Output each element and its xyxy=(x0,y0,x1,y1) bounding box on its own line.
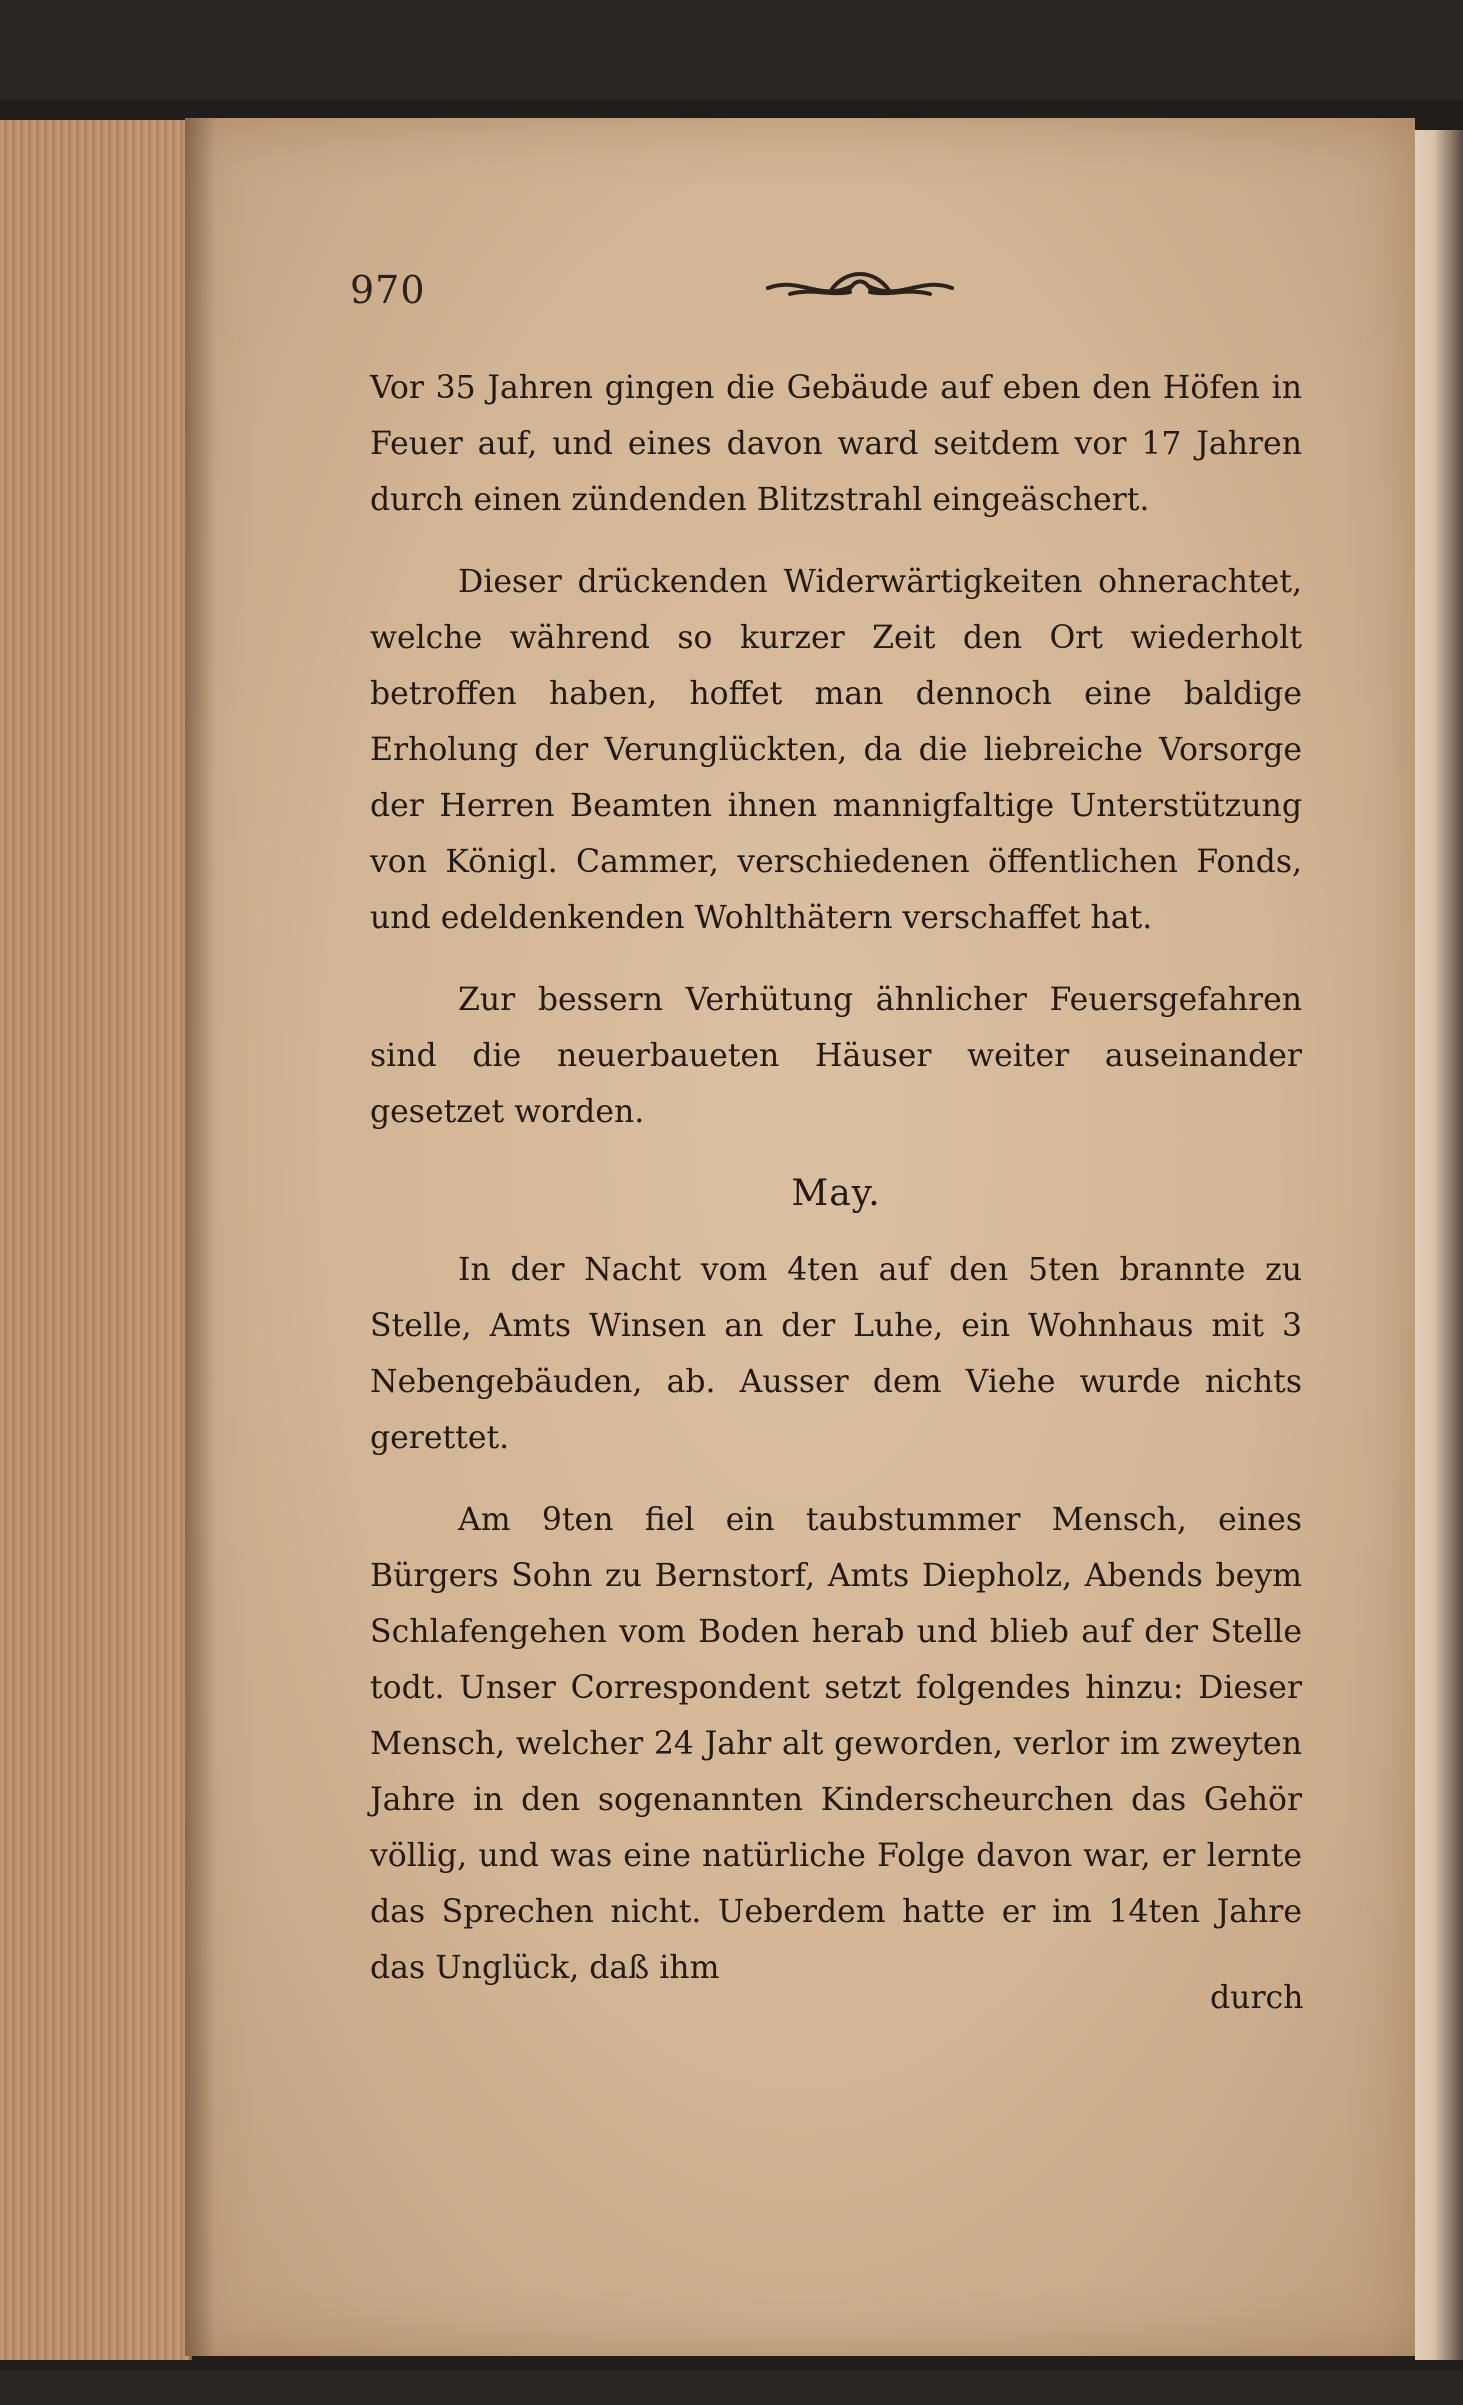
paragraph: Am 9ten fiel ein taubstummer Mensch, eines Bürgers Sohn zu Bernstorf, Amts Diepholz, Abends beym Schlafengehen vom Boden herab und blieb auf der Stelle todt. Unser Correspondent setzt folgendes hinzu: Dieser Mensch, welcher 24 Jahr alt geworden, verlor im zweyten Jahre in den sogenannten Kinderscheurchen das Gehör völlig, und was eine natürliche Folge davon war, er lernte das Sprechen nicht. Ueberdem hatte er im 14ten Jahre das Unglück, daß ihm xyxy=(370,1502,1302,1986)
page-gutter-shadow xyxy=(185,118,215,2356)
paragraph: In der Nacht vom 4ten auf den 5ten brannte zu Stelle, Amts Winsen an der Luhe, ein Wohnhaus mit 3 Nebengebäuden, ab. Ausser dem Viehe wurde nichts gerettet. xyxy=(370,1252,1302,1456)
page-number: 970 xyxy=(350,268,426,312)
page-edges-right xyxy=(1415,130,1463,2360)
paragraph: Vor 35 Jahren gingen die Gebäude auf eben den Höfen in Feuer auf, und eines davon ward seitdem vor 17 Jahren durch einen zündenden Blitzstrahl eingeäschert. xyxy=(370,370,1302,518)
section-heading: May. xyxy=(791,1173,881,1214)
paragraph: Zur bessern Verhütung ähnlicher Feuersgefahren sind die neuerbaueten Häuser weiter auseinander gesetzet worden. xyxy=(370,982,1302,1130)
catchword: durch xyxy=(1210,1980,1304,2016)
body-text xyxy=(370,360,1302,2022)
page-edges-left xyxy=(0,120,192,2360)
paragraph: Dieser drückenden Widerwärtigkeiten ohnerachtet, welche während so kurzer Zeit den Ort wiederholt betroffen haben, hoffet man dennoch eine baldige Erholung der Verunglückten, da die liebreiche Vorsorge der Herren Beamten ihnen mannigfaltige Unterstützung von Königl. Cammer, verschiedenen öffentlichen Fonds, und edeldenkenden Wohlthätern verschaffet hat. xyxy=(370,564,1302,936)
ornament-icon xyxy=(760,262,960,310)
